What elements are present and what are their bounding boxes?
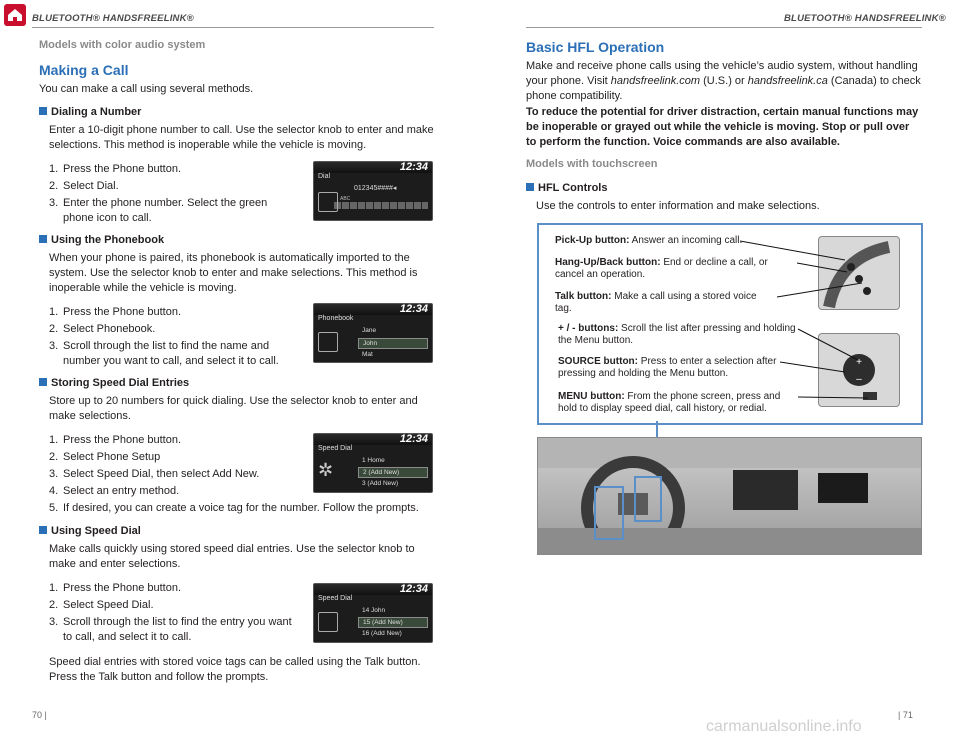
list-item: 3. Select Speed Dial, then select Add New. xyxy=(49,468,260,480)
header-rest-text: ® HANDSFREELINK® xyxy=(92,13,194,24)
svg-text:+: + xyxy=(856,357,862,368)
screen-row: 3 (Add New) xyxy=(362,480,399,487)
screen-label: Phonebook xyxy=(318,315,354,322)
basic-hfl-intro: Make and receive phone calls using the vehicle’s audio system, without handling your phone. Visit handsfreelink.com (U.S.) or handsfreelink.ca (Canada) to check phone compatibility. xyxy=(526,60,921,102)
list-item: 3. Enter the phone number. Select the green phone icon to call. xyxy=(49,197,268,224)
screen-number: 012345####◂ xyxy=(354,185,397,192)
list-item: 1. Press the Phone button. xyxy=(49,434,182,446)
list-item: 1. Press the Phone button. xyxy=(49,306,182,318)
callout-talk: Talk button: Make a call using a stored voice tag. xyxy=(555,291,757,314)
screen-abc: ABC xyxy=(340,196,351,202)
list-item: 3. Scroll through the list to find the entry you want to call, and select it to call. xyxy=(49,616,292,643)
handsfreelink-ca-link[interactable]: handsfreelink.ca xyxy=(747,75,828,87)
gear-icon: ✲ xyxy=(318,460,334,480)
list-item: 2. Select Dial. xyxy=(49,180,119,192)
screen-row: 16 (Add New) xyxy=(362,630,402,637)
speed-use-heading-text: Using Speed Dial xyxy=(51,525,141,537)
handsfreelink-com-link[interactable]: handsfreelink.com xyxy=(610,75,701,87)
screen-row: 1 Home xyxy=(362,457,385,464)
list-item: 2. Select Phone Setup xyxy=(49,451,161,463)
screen-label: Speed Dial xyxy=(318,595,353,602)
left-subtitle: Models with color audio system xyxy=(39,39,206,51)
basic-hfl-title: Basic HFL Operation xyxy=(526,39,665,55)
list-item: 3. Scroll through the list to find the name and number you want to call, and select it to call. xyxy=(49,340,279,367)
screen-time: 12:34 xyxy=(399,161,428,173)
speed-store-text: Store up to 20 numbers for quick dialing. Use the selector knob to enter and make selections. xyxy=(49,395,418,422)
making-a-call-intro: You can make a call using several methods. xyxy=(39,83,254,95)
screen-row: 14 John xyxy=(362,607,386,614)
speed-use-text: Make calls quickly using stored speed dial entries. Use the selector knob to make and enter selections. xyxy=(49,543,415,570)
callout-pickup: Pick-Up button: Answer an incoming call. xyxy=(555,235,743,246)
hfl-controls-heading-text: HFL Controls xyxy=(538,182,608,194)
screen-label: Dial xyxy=(318,173,331,180)
list-item: 1. Press the Phone button. xyxy=(49,163,182,175)
dialing-heading-text: Dialing a Number xyxy=(51,106,142,118)
speed-store-heading-text: Storing Speed Dial Entries xyxy=(51,377,190,389)
header-bt-text: BLUETOOTH xyxy=(32,13,93,24)
header-bt-text: BLUETOOTH xyxy=(784,13,845,24)
dialing-text: Enter a 10-digit phone number to call. Use the selector knob to enter and make selections. This method is inoperable while the vehicle is moving. xyxy=(49,124,434,151)
list-item: 1. Press the Phone button. xyxy=(49,582,182,594)
phonebook-heading-text: Using the Phonebook xyxy=(51,234,165,246)
right-subtitle: Models with touchscreen xyxy=(526,158,658,170)
phonebook-text: When your phone is paired, its phonebook is automatically imported to the system. Use the selector knob to enter and make selections. This method is inoperable while the vehicle is moving. xyxy=(49,252,418,294)
right-controls-highlight xyxy=(634,476,662,522)
screen-row: Jane xyxy=(362,327,377,334)
screen-row-selected: 15 (Add New) xyxy=(358,617,428,628)
screen-row: Mat xyxy=(362,351,373,358)
screen-time: 12:34 xyxy=(399,433,428,445)
screen-time: 12:34 xyxy=(399,583,428,595)
screen-time: 12:34 xyxy=(399,303,428,315)
left-controls-highlight xyxy=(594,486,624,540)
callout-source: SOURCE button: Press to enter a selection after pressing and holding the Menu button. xyxy=(558,356,777,379)
footer-watermark: carmanualsonline.info xyxy=(706,718,862,735)
distraction-warning: To reduce the potential for driver distraction, certain manual functions may be inoperable or grayed out while the vehicle is moving. Stop or pull over to perform the function. Voice commands are also available. xyxy=(526,106,919,148)
callout-menu: MENU button: From the phone screen, press and hold to display speed dial, call history, or redial. xyxy=(558,391,781,414)
callout-hangup: Hang-Up/Back button: End or decline a call, or cancel an operation. xyxy=(555,257,768,280)
right-page-number: | 71 xyxy=(898,710,913,720)
screen-label: Speed Dial xyxy=(318,445,353,452)
speed-use-note: Speed dial entries with stored voice tags can be called using the Talk button. Press the Talk button and follow the prompts. xyxy=(49,656,421,683)
screen-row-selected: 2 (Add New) xyxy=(358,467,428,478)
list-item: 5. If desired, you can create a voice tag for the number. Follow the prompts. xyxy=(49,502,419,514)
header-rest-text: ® HANDSFREELINK® xyxy=(844,13,946,24)
list-item: 2. Select Speed Dial. xyxy=(49,599,154,611)
making-a-call-title: Making a Call xyxy=(39,62,129,78)
left-page-number: 70 | xyxy=(32,710,47,720)
list-item: 4. Select an entry method. xyxy=(49,485,180,497)
svg-text:–: – xyxy=(856,374,862,385)
screen-row-selected: John xyxy=(358,338,428,349)
callout-plus-minus: + / - buttons: Scroll the list after pressing and holding the Menu button. xyxy=(558,323,796,346)
dashboard-photo xyxy=(537,437,922,555)
list-item: 2. Select Phonebook. xyxy=(49,323,156,335)
hfl-controls-text: Use the controls to enter information and make selections. xyxy=(536,200,820,212)
